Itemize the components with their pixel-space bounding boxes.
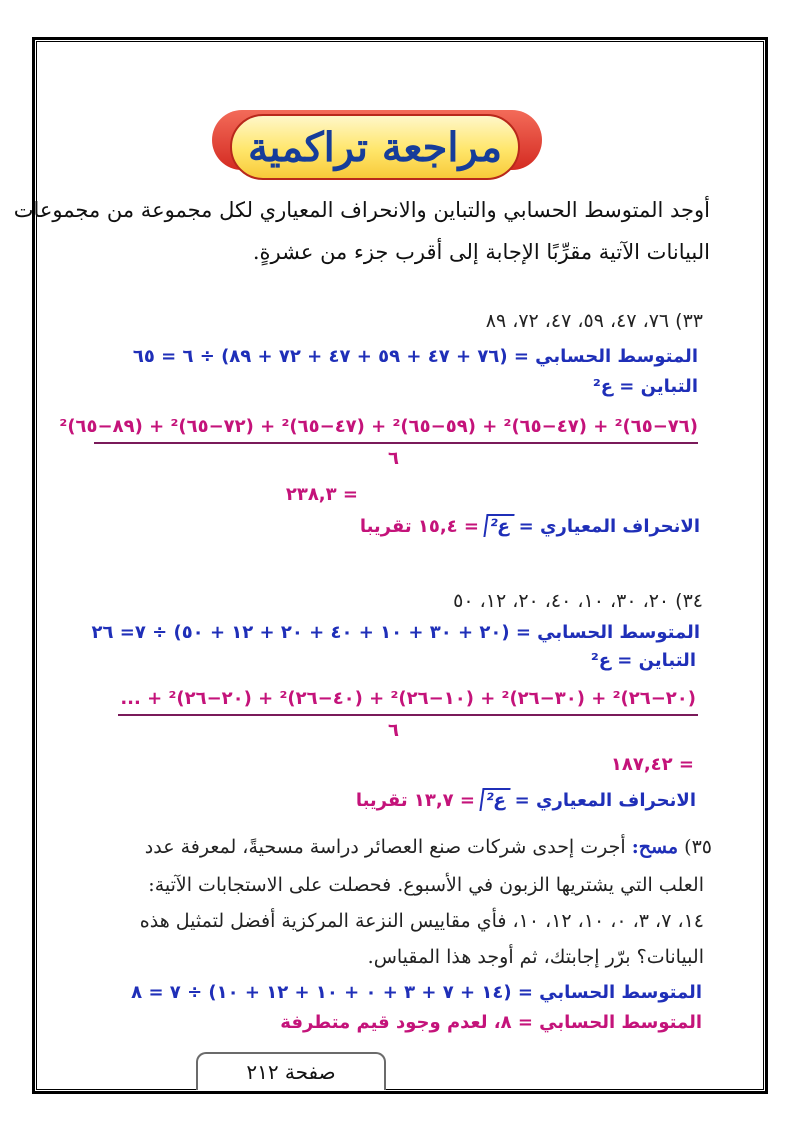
problem-33-statement: ٣٣) ٧٦، ٤٧، ٥٩، ٤٧، ٧٢، ٨٩: [485, 310, 703, 332]
p33-standard-deviation: [360, 514, 700, 537]
p35-answer: المتوسط الحسابي = ٨، لعدم وجود قيم متطرفة: [280, 1012, 702, 1033]
p33-fraction-denominator: ٦: [388, 448, 399, 469]
p33-sd-radical: ع²: [483, 514, 514, 537]
p35-number: ٣٥): [684, 836, 712, 858]
p33-sd-value: = ١٥,٤ تقريبا: [359, 516, 480, 537]
banner-title: مراجعة تراكمية: [247, 123, 502, 171]
p33-fraction-numerator: (٧٦−٦٥)² + (٤٧−٦٥)² + (٥٩−٦٥)² + (٤٧−٦٥)² + (٧٢−٦٥)² + (٨٩−٦٥)²: [59, 416, 698, 437]
intro-line-2: البيانات الآتية مقرِّبًا الإجابة إلى أقرب جزء من عشرةٍ.: [252, 240, 710, 264]
page-number: صفحة ٢١٢: [246, 1060, 336, 1084]
p33-mean: [133, 346, 698, 367]
p33-variance-result: = ٢٣٨,٣: [285, 484, 358, 505]
p34-sd-radical: ع²: [479, 788, 510, 811]
p34-variance-label: التباين = ع²: [590, 650, 696, 671]
problem-35-line-3: ١٤، ٧، ٣، ٠، ١٠، ١٢، ١٠، فأي مقاييس النزعة المركزية أفضل لتمثيل هذه: [139, 910, 704, 932]
p34-fraction-bar: [118, 714, 698, 716]
page-number-tab: [196, 1052, 386, 1090]
p34-mean-text: المتوسط الحسابي = (٢٠ + ٣٠ + ١٠ + ٤٠ + ٢٠ + ١٢ + ٥٠) ÷ ٧= ٢٦: [91, 622, 700, 643]
p34-variance-result: = ١٨٧,٤٢: [610, 754, 694, 775]
problem-34-statement: ٣٤) ٢٠، ٣٠، ١٠، ٤٠، ٢٠، ١٢، ٥٠: [453, 590, 703, 612]
p35-line-1-text: أجرت إحدى شركات صنع العصائر دراسة مسحيةً، لمعرفة عدد: [144, 836, 626, 858]
problem-35-line-1: [145, 836, 712, 858]
section-banner: [212, 110, 542, 184]
p34-sd-value: = ١٣,٧ تقريبا: [355, 790, 476, 811]
p34-fraction-numerator: (٢٠−٢٦)² + (٣٠−٢٦)² + (١٠−٢٦)² + (٤٠−٢٦)² + (٢٠−٢٦)² + ...: [120, 688, 696, 709]
p35-mean: [131, 982, 702, 1003]
banner-yellow-pill: [230, 114, 520, 180]
p33-fraction-bar: [94, 442, 698, 444]
p33-sd-label: الانحراف المعياري =: [518, 516, 700, 537]
problem-35-line-4: البيانات؟ برّر إجابتك، ثم أوجد هذا المقياس.: [367, 946, 704, 968]
p35-lead: مسح:: [631, 836, 679, 858]
p34-standard-deviation: [356, 788, 696, 811]
p34-mean: [92, 622, 701, 643]
intro-line-1: أوجد المتوسط الحسابي والتباين والانحراف المعياري لكل مجموعة من مجموعات: [13, 198, 710, 222]
p34-sd-label: الانحراف المعياري =: [514, 790, 696, 811]
p35-mean-text: المتوسط الحسابي = (١٤ + ٧ + ٣ + ٠ + ١٠ + ١٢ + ١٠) ÷ ٧ = ٨: [131, 982, 702, 1003]
p33-mean-text: المتوسط الحسابي = (٧٦ + ٤٧ + ٥٩ + ٤٧ + ٧٢ + ٨٩) ÷ ٦ = ٦٥: [132, 346, 698, 367]
p33-variance-label: التباين = ع²: [592, 376, 698, 397]
problem-35-line-2: العلب التي يشتريها الزبون في الأسبوع. فحصلت على الاستجابات الآتية:: [148, 874, 704, 896]
p34-fraction-denominator: ٦: [388, 720, 399, 741]
